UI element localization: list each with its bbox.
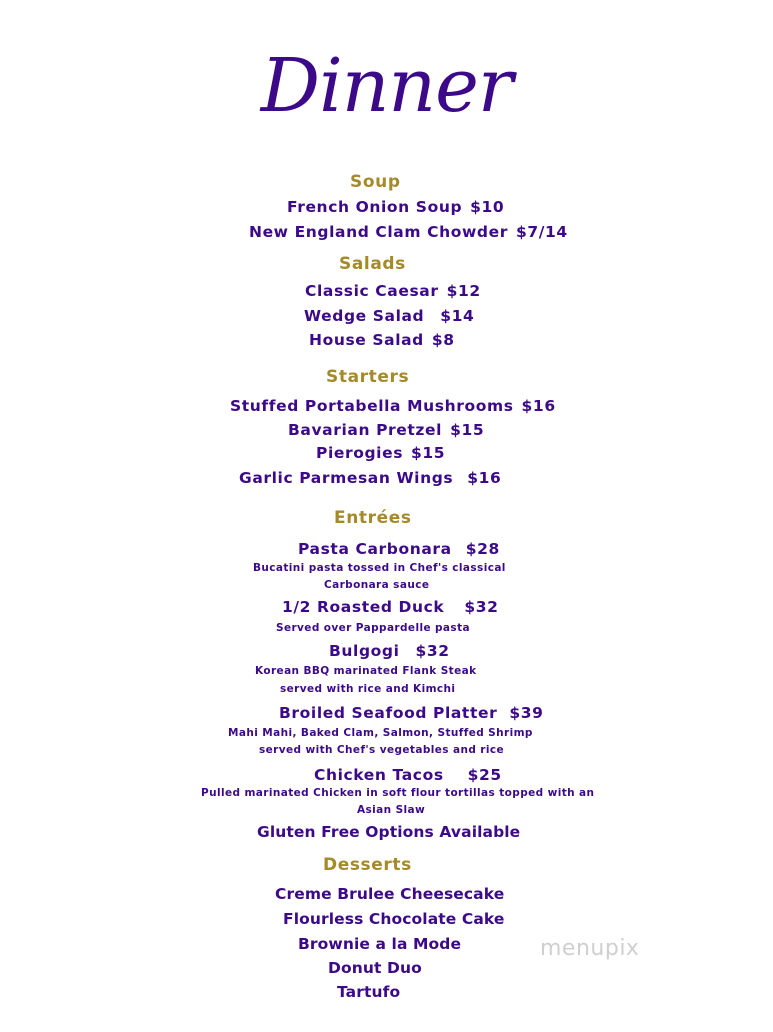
section-heading-salads: Salads bbox=[339, 254, 406, 274]
item-price: $15 bbox=[411, 444, 446, 462]
section-heading-soup: Soup bbox=[350, 172, 401, 192]
item-description: served with rice and Kimchi bbox=[280, 683, 456, 695]
item-price: $39 bbox=[509, 704, 544, 722]
item-price: $10 bbox=[470, 198, 505, 216]
item-name: Classic Caesar bbox=[305, 282, 439, 300]
gluten-free-note: Gluten Free Options Available bbox=[257, 823, 521, 841]
item-price: $14 bbox=[440, 307, 475, 325]
item-name: House Salad bbox=[309, 331, 424, 349]
item-description: Pulled marinated Chicken in soft flour tortillas topped with an bbox=[201, 787, 595, 799]
watermark: menupix bbox=[540, 936, 640, 961]
menu-item bbox=[279, 704, 543, 722]
menu-item: Brownie a la Mode bbox=[298, 935, 462, 953]
section-heading-desserts: Desserts bbox=[323, 855, 412, 875]
item-price: $25 bbox=[467, 766, 502, 784]
item-price: $32 bbox=[464, 598, 499, 616]
section-heading-entrees: Entrées bbox=[334, 508, 412, 528]
item-description: Bucatini pasta tossed in Chef's classical bbox=[253, 562, 506, 574]
item-name: Bulgogi bbox=[329, 642, 400, 660]
item-price: $16 bbox=[467, 469, 502, 487]
menu-item bbox=[309, 331, 455, 349]
item-name: Garlic Parmesan Wings bbox=[239, 469, 454, 487]
menu-item: Flourless Chocolate Cake bbox=[283, 910, 505, 928]
menu-item: Donut Duo bbox=[328, 959, 422, 977]
item-name: Broiled Seafood Platter bbox=[279, 704, 498, 722]
section-heading-starters: Starters bbox=[326, 367, 410, 387]
item-name: Wedge Salad bbox=[304, 307, 425, 325]
item-price: $8 bbox=[431, 331, 455, 349]
item-price: $32 bbox=[415, 642, 450, 660]
item-name: 1/2 Roasted Duck bbox=[282, 598, 445, 616]
menu-item bbox=[314, 766, 502, 784]
menu-item bbox=[239, 469, 501, 487]
item-price: $28 bbox=[465, 540, 500, 558]
item-price: $16 bbox=[521, 397, 556, 415]
menu-item: Creme Brulee Cheesecake bbox=[275, 885, 505, 903]
item-name: Pierogies bbox=[316, 444, 404, 462]
menu-item bbox=[329, 642, 450, 660]
item-name: Pasta Carbonara bbox=[298, 540, 452, 558]
item-description: served with Chef's vegetables and rice bbox=[259, 744, 505, 756]
menu-item bbox=[305, 282, 481, 300]
item-price: $7/14 bbox=[515, 223, 568, 241]
item-price: $15 bbox=[450, 421, 485, 439]
menu-item bbox=[287, 198, 504, 216]
item-description: Mahi Mahi, Baked Clam, Salmon, Stuffed Shrimp bbox=[228, 727, 533, 739]
item-name: Chicken Tacos bbox=[314, 766, 444, 784]
item-name: Bavarian Pretzel bbox=[288, 421, 443, 439]
item-price: $12 bbox=[446, 282, 481, 300]
item-name: New England Clam Chowder bbox=[249, 223, 508, 241]
menu-title: Dinner bbox=[260, 43, 513, 129]
menu-item bbox=[249, 223, 568, 241]
item-name: French Onion Soup bbox=[287, 198, 463, 216]
menu-item: Tartufo bbox=[337, 983, 401, 1001]
menu-item bbox=[288, 421, 484, 439]
menu-item bbox=[316, 444, 445, 462]
menu-item bbox=[304, 307, 474, 325]
item-name: Stuffed Portabella Mushrooms bbox=[230, 397, 514, 415]
item-description: Served over Pappardelle pasta bbox=[276, 622, 470, 634]
menu-item bbox=[298, 540, 500, 558]
item-description: Korean BBQ marinated Flank Steak bbox=[255, 665, 477, 677]
item-description: Asian Slaw bbox=[357, 804, 426, 816]
menu-item bbox=[282, 598, 498, 616]
menu-item bbox=[230, 397, 556, 415]
item-description: Carbonara sauce bbox=[324, 579, 430, 591]
